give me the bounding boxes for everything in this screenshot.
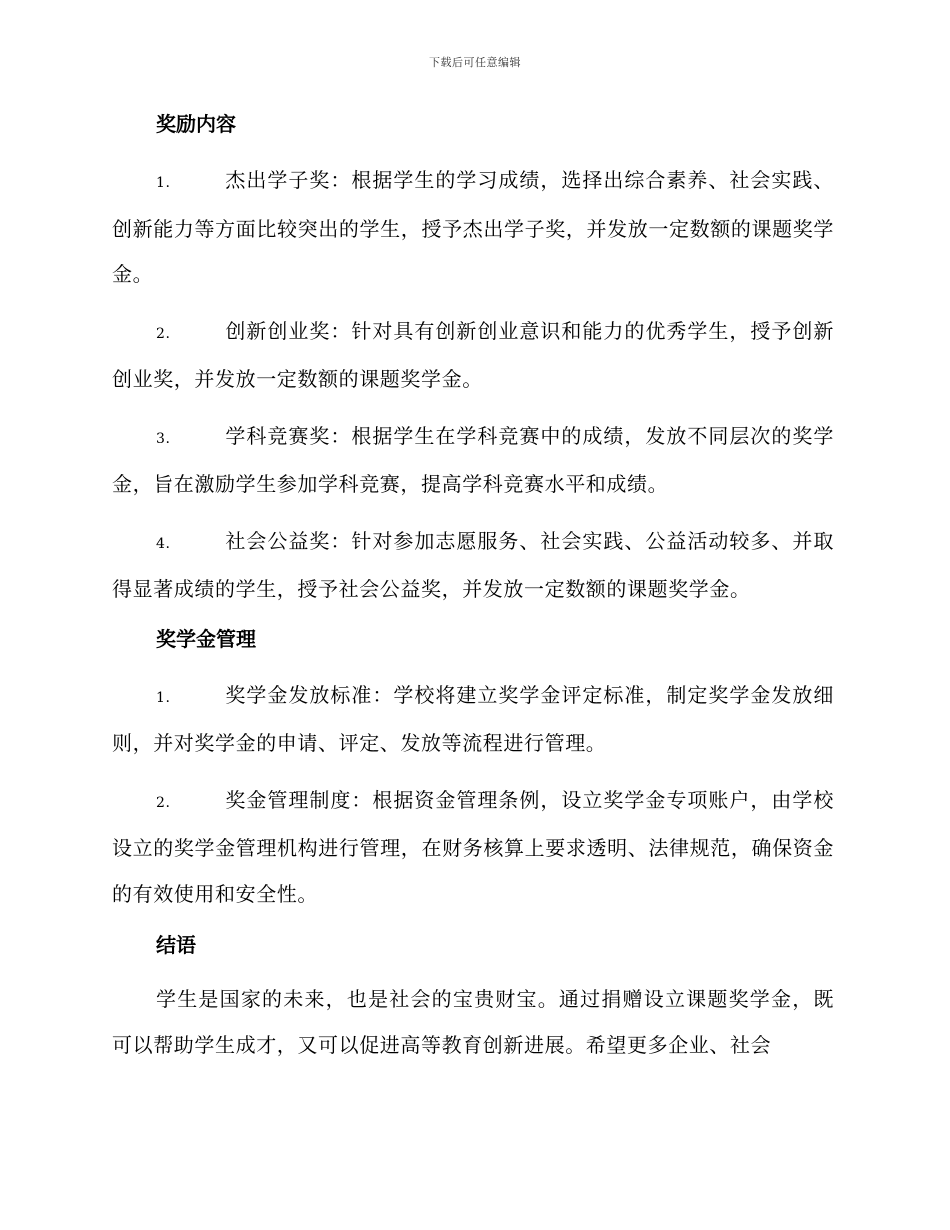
conclusion-paragraph: 学生是国家的未来，也是社会的宝贵财宝。通过捐赠设立课题奖学金，既可以帮助学生成才，又可以促进高等教育创新进展。希望更多企业、社会 <box>112 987 834 1057</box>
section-heading-conclusion: 结语 <box>156 933 196 957</box>
section-heading-management: 奖学金管理 <box>156 626 256 651</box>
list-item-text: 创新创业奖：针对具有创新创业意识和能力的优秀学生，授予创新创业奖，并发放一定数额的课题奖学金。 <box>112 318 834 391</box>
list-number: 4. <box>156 535 171 552</box>
section-heading-rewards: 奖励内容 <box>156 112 236 136</box>
list-number: 2. <box>156 794 171 811</box>
reward-item-2 <box>112 309 834 403</box>
management-item-1 <box>112 673 834 767</box>
page-header-note: 下载后可任意编辑 <box>429 56 521 69</box>
list-number: 1. <box>156 175 171 191</box>
list-number: 3. <box>156 430 171 447</box>
list-number: 2. <box>156 325 171 342</box>
management-item-2 <box>112 778 834 918</box>
list-number: 1. <box>156 689 171 706</box>
document-body <box>112 110 834 1068</box>
list-item-text: 社会公益奖：针对参加志愿服务、社会实践、公益活动较多、并取得显著成绩的学生，授予社会公益奖，并发放一定数额的课题奖学金。 <box>112 528 834 601</box>
list-item-text: 奖金管理制度：根据资金管理条例，设立奖学金专项账户，由学校设立的奖学金管理机构进行管理，在财务核算上要求透明、法律规范，确保资金的有效使用和安全性。 <box>112 787 834 906</box>
list-item-text: 杰出学子奖：根据学生的学习成绩，选择出综合素养、社会实践、创新能力等方面比较突出的学生，授予杰出学子奖，并发放一定数额的课题奖学金。 <box>112 168 834 286</box>
reward-item-1 <box>112 158 834 298</box>
list-item-text: 奖学金发放标准：学校将建立奖学金评定标准，制定奖学金发放细则，并对奖学金的申请、评定、发放等流程进行管理。 <box>112 682 834 755</box>
reward-item-3 <box>112 414 834 508</box>
reward-item-4 <box>112 519 834 613</box>
list-item-text: 学科竞赛奖：根据学生在学科竞赛中的成绩，发放不同层次的奖学金，旨在激励学生参加学科竞赛，提高学科竞赛水平和成绩。 <box>112 423 834 496</box>
